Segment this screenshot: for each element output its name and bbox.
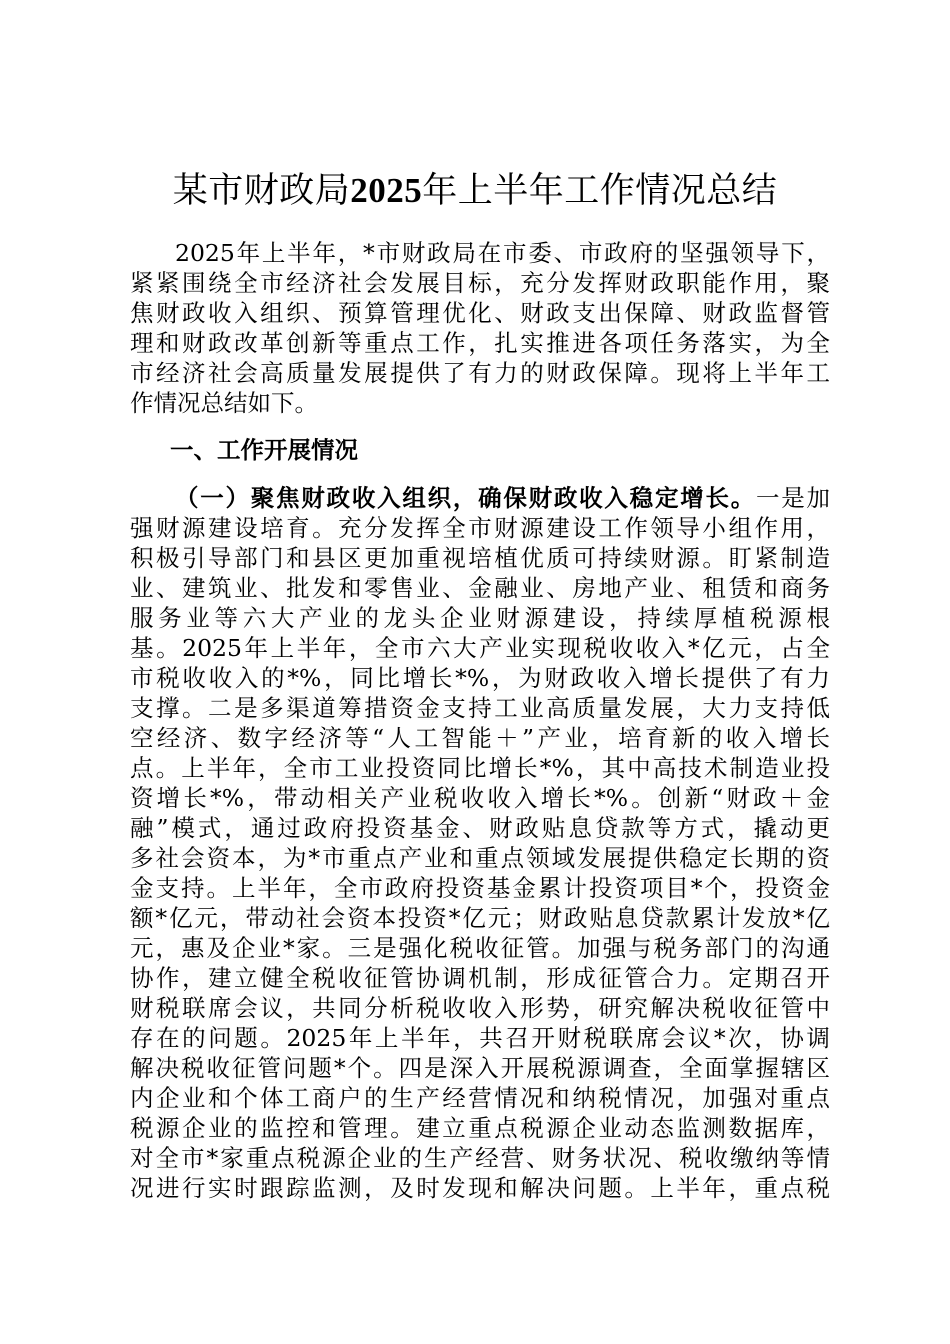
body-line: 内企业和个体工商户的生产经营情况和纳税情况，加强对重点	[130, 1084, 830, 1112]
title-year: 2025	[350, 171, 423, 210]
body-line: 元，惠及企业*家。三是强化税收征管。加强与税务部门的沟通	[130, 934, 830, 962]
intro-line: 紧紧围绕全市经济社会发展目标，充分发挥财政职能作用，聚	[130, 269, 830, 297]
body-line: 况进行实时跟踪监测，及时发现和解决问题。上半年，重点税	[130, 1174, 830, 1202]
body-line: 资增长*%，带动相关产业税收收入增长*%。创新“财政＋金	[130, 784, 830, 812]
body-line: 融”模式，通过政府投资基金、财政贴息贷款等方式，撬动更	[130, 814, 830, 842]
body-line: 额*亿元，带动社会资本投资*亿元；财政贴息贷款累计发放*亿	[130, 904, 830, 932]
subsection-heading: （一）聚焦财政收入组织，确保财政收入稳定增长。	[175, 484, 756, 512]
body-line: 基。2025年上半年，全市六大产业实现税收收入*亿元，占全	[130, 634, 830, 662]
body-line: 空经济、数字经济等“人工智能＋”产业，培育新的收入增长	[130, 724, 830, 752]
section-heading: 一、工作开展情况	[170, 436, 358, 464]
title-prefix: 某市财政局	[172, 171, 351, 211]
body-line: 积极引导部门和县区更加重视培植优质可持续财源。盯紧制造	[130, 544, 830, 572]
body-line: 存在的问题。2025年上半年，共召开财税联席会议*次，协调	[130, 1024, 830, 1052]
body-line: 点。上半年，全市工业投资同比增长*%，其中高技术制造业投	[130, 754, 830, 782]
body-line: 税源企业的监控和管理。建立重点税源企业动态监测数据库，	[130, 1114, 830, 1142]
body-line: 对全市*家重点税源企业的生产经营、财务状况、税收缴纳等情	[130, 1144, 830, 1172]
document-title	[0, 168, 950, 214]
body-line: 多社会资本，为*市重点产业和重点领域发展提供稳定长期的资	[130, 844, 830, 872]
title-suffix: 年上半年工作情况总结	[422, 171, 778, 211]
body-line: 业、建筑业、批发和零售业、金融业、房地产业、租赁和商务	[130, 574, 830, 602]
body-line: 解决税收征管问题*个。四是深入开展税源调查，全面掌握辖区	[130, 1054, 830, 1082]
intro-line: 理和财政改革创新等重点工作，扎实推进各项任务落实，为全	[130, 329, 830, 357]
body-line: 强财源建设培育。充分发挥全市财源建设工作领导小组作用，	[130, 514, 830, 542]
intro-line: 焦财政收入组织、预算管理优化、财政支出保障、财政监督管	[130, 299, 830, 327]
body-line: 市税收收入的*%，同比增长*%，为财政收入增长提供了有力	[130, 664, 830, 692]
intro-line: 作情况总结如下。	[130, 389, 318, 417]
intro-line: 2025年上半年，*市财政局在市委、市政府的坚强领导下，	[175, 239, 830, 267]
subsection-lead-text: 一是加	[755, 484, 830, 512]
body-line: 支撑。二是多渠道筹措资金支持工业高质量发展，大力支持低	[130, 694, 830, 722]
body-line: 金支持。上半年，全市政府投资基金累计投资项目*个，投资金	[130, 874, 830, 902]
body-line: 财税联席会议，共同分析税收收入形势，研究解决税收征管中	[130, 994, 830, 1022]
body-line: 协作，建立健全税收征管协调机制，形成征管合力。定期召开	[130, 964, 830, 992]
intro-line: 市经济社会高质量发展提供了有力的财政保障。现将上半年工	[130, 359, 830, 387]
body-line: 服务业等六大产业的龙头企业财源建设，持续厚植税源根	[130, 604, 830, 632]
subsection-lead-line	[175, 483, 830, 513]
